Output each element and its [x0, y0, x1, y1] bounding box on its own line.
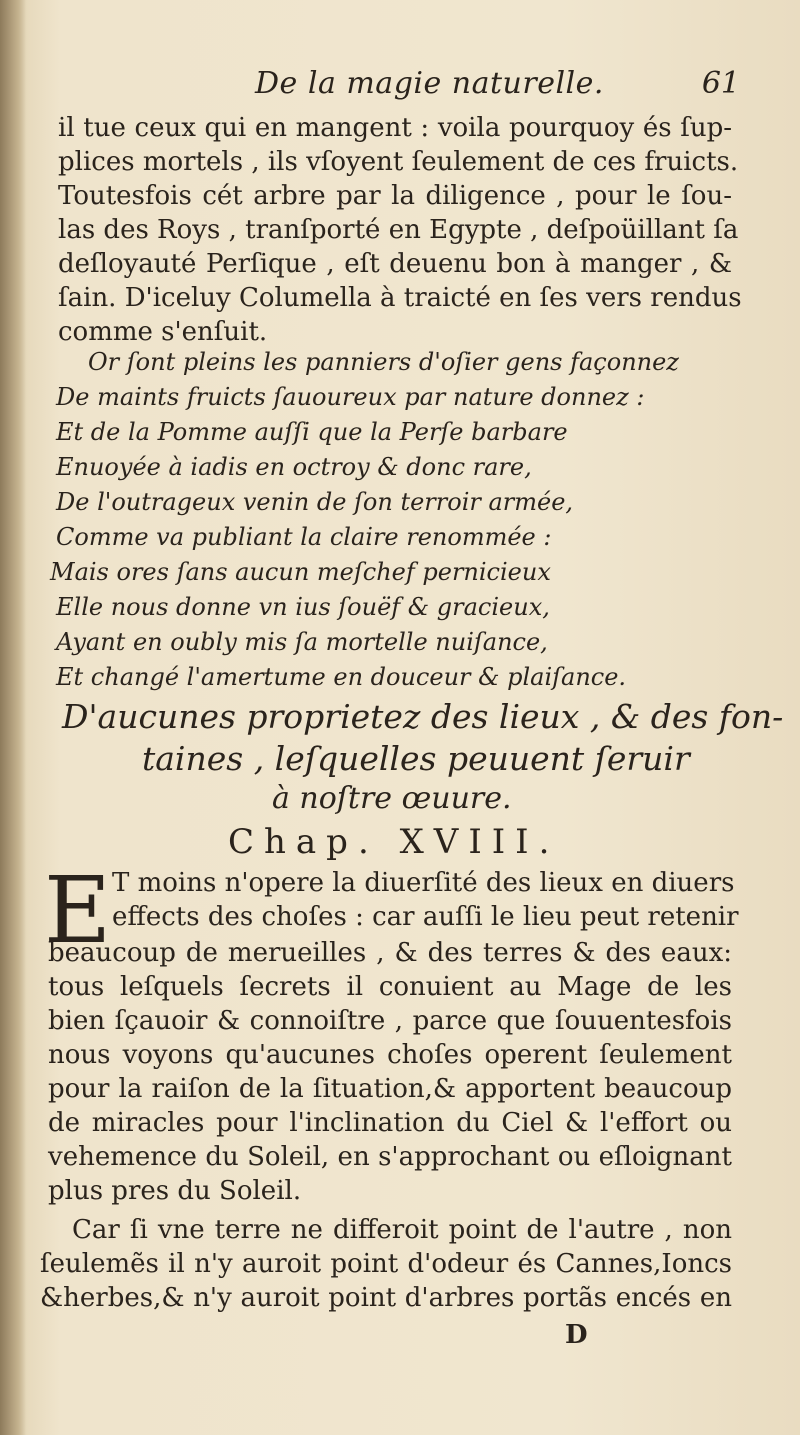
chapter-heading-line: taines , leſquelles peuuent ſeruir — [142, 739, 690, 778]
text-line: Toutesfois cét arbre par la diligence , pour le ſou- — [58, 181, 732, 211]
verse-line: Et de la Pomme auſſi que la Perſe barbare — [56, 418, 568, 446]
verse-line: Et changé l'amertume en douceur & plaiſance. — [56, 663, 627, 691]
text-line: ſeulemẽs il n'y auroit point d'odeur és Cannes,Ioncs — [40, 1249, 732, 1279]
text-line: bien ſçauoir & connoiſtre , parce que ſouuentesfois — [48, 1006, 732, 1036]
chapter-heading-line: D'aucunes proprietez des lieux , & des fon- — [62, 697, 784, 736]
text-line: plus pres du Soleil. — [48, 1176, 302, 1206]
verse-line: Elle nous donne vn ius ſouëf & gracieux, — [56, 593, 550, 621]
running-head-title: De la magie naturelle. — [255, 66, 604, 101]
signature-mark: D — [565, 1320, 588, 1350]
text-line: pour la raiſon de la ſituation,& apportent beaucoup — [48, 1074, 732, 1104]
verse-line: Or ſont pleins les panniers d'oſier gens façonnez — [88, 348, 679, 376]
verse-line: De l'outrageux venin de ſon terroir armée, — [56, 488, 574, 516]
text-line: effects des choſes : car auſſi le lieu peut retenir — [112, 902, 739, 932]
text-line: deſloyauté Perſique , eſt deuenu bon à manger , & — [58, 249, 732, 279]
verse-line: Enuoyée à iadis en octroy & donc rare, — [56, 453, 532, 481]
text-line: &herbes,& n'y auroit point d'arbres portãs encés en — [40, 1283, 732, 1313]
verse-line: Ayant en oubly mis ſa mortelle nuiſance, — [56, 628, 548, 656]
text-line: plices mortels , ils vſoyent ſeulement de ces fruicts. — [58, 147, 739, 177]
text-line: tous leſquels ſecrets il conuient au Mage de les — [48, 972, 732, 1002]
chapter-label: Chap. XVIII. — [228, 822, 560, 862]
text-line: comme s'enſuit. — [58, 317, 268, 347]
verse-line: De maints fruicts ſauoureux par nature donnez : — [56, 383, 645, 411]
text-line: beaucoup de merueilles , & des terres & des eaux: — [48, 938, 732, 968]
verse-line: Comme va publiant la claire renommée : — [56, 523, 552, 551]
chapter-heading-line: à noſtre œuure. — [272, 781, 512, 816]
text-line: de miracles pour l'inclination du Ciel & l'effort ou — [48, 1108, 732, 1138]
drop-cap: E — [44, 857, 112, 964]
text-line: T moins n'opere la diuerſité des lieux en diuers — [112, 868, 735, 898]
text-line: Car ſi vne terre ne differoit point de l'autre , non — [72, 1215, 732, 1245]
text-line: vehemence du Soleil, en s'approchant ou eſloignant — [48, 1142, 732, 1172]
text-line: il tue ceux qui en mangent : voila pourquoy és ſup- — [58, 113, 732, 143]
page-number: 61 — [701, 66, 740, 101]
verse-line: Mais ores ſans aucun meſchef pernicieux — [50, 558, 551, 586]
text-line: nous voyons qu'aucunes choſes operent ſeulement — [48, 1040, 732, 1070]
running-head — [40, 62, 740, 110]
text-line: ſain. D'iceluy Columella à traicté en ſes vers rendus — [58, 283, 742, 313]
book-binding-shadow — [0, 0, 26, 1435]
text-line: las des Roys , tranſporté en Egypte , deſpoüillant ſa — [58, 215, 739, 245]
